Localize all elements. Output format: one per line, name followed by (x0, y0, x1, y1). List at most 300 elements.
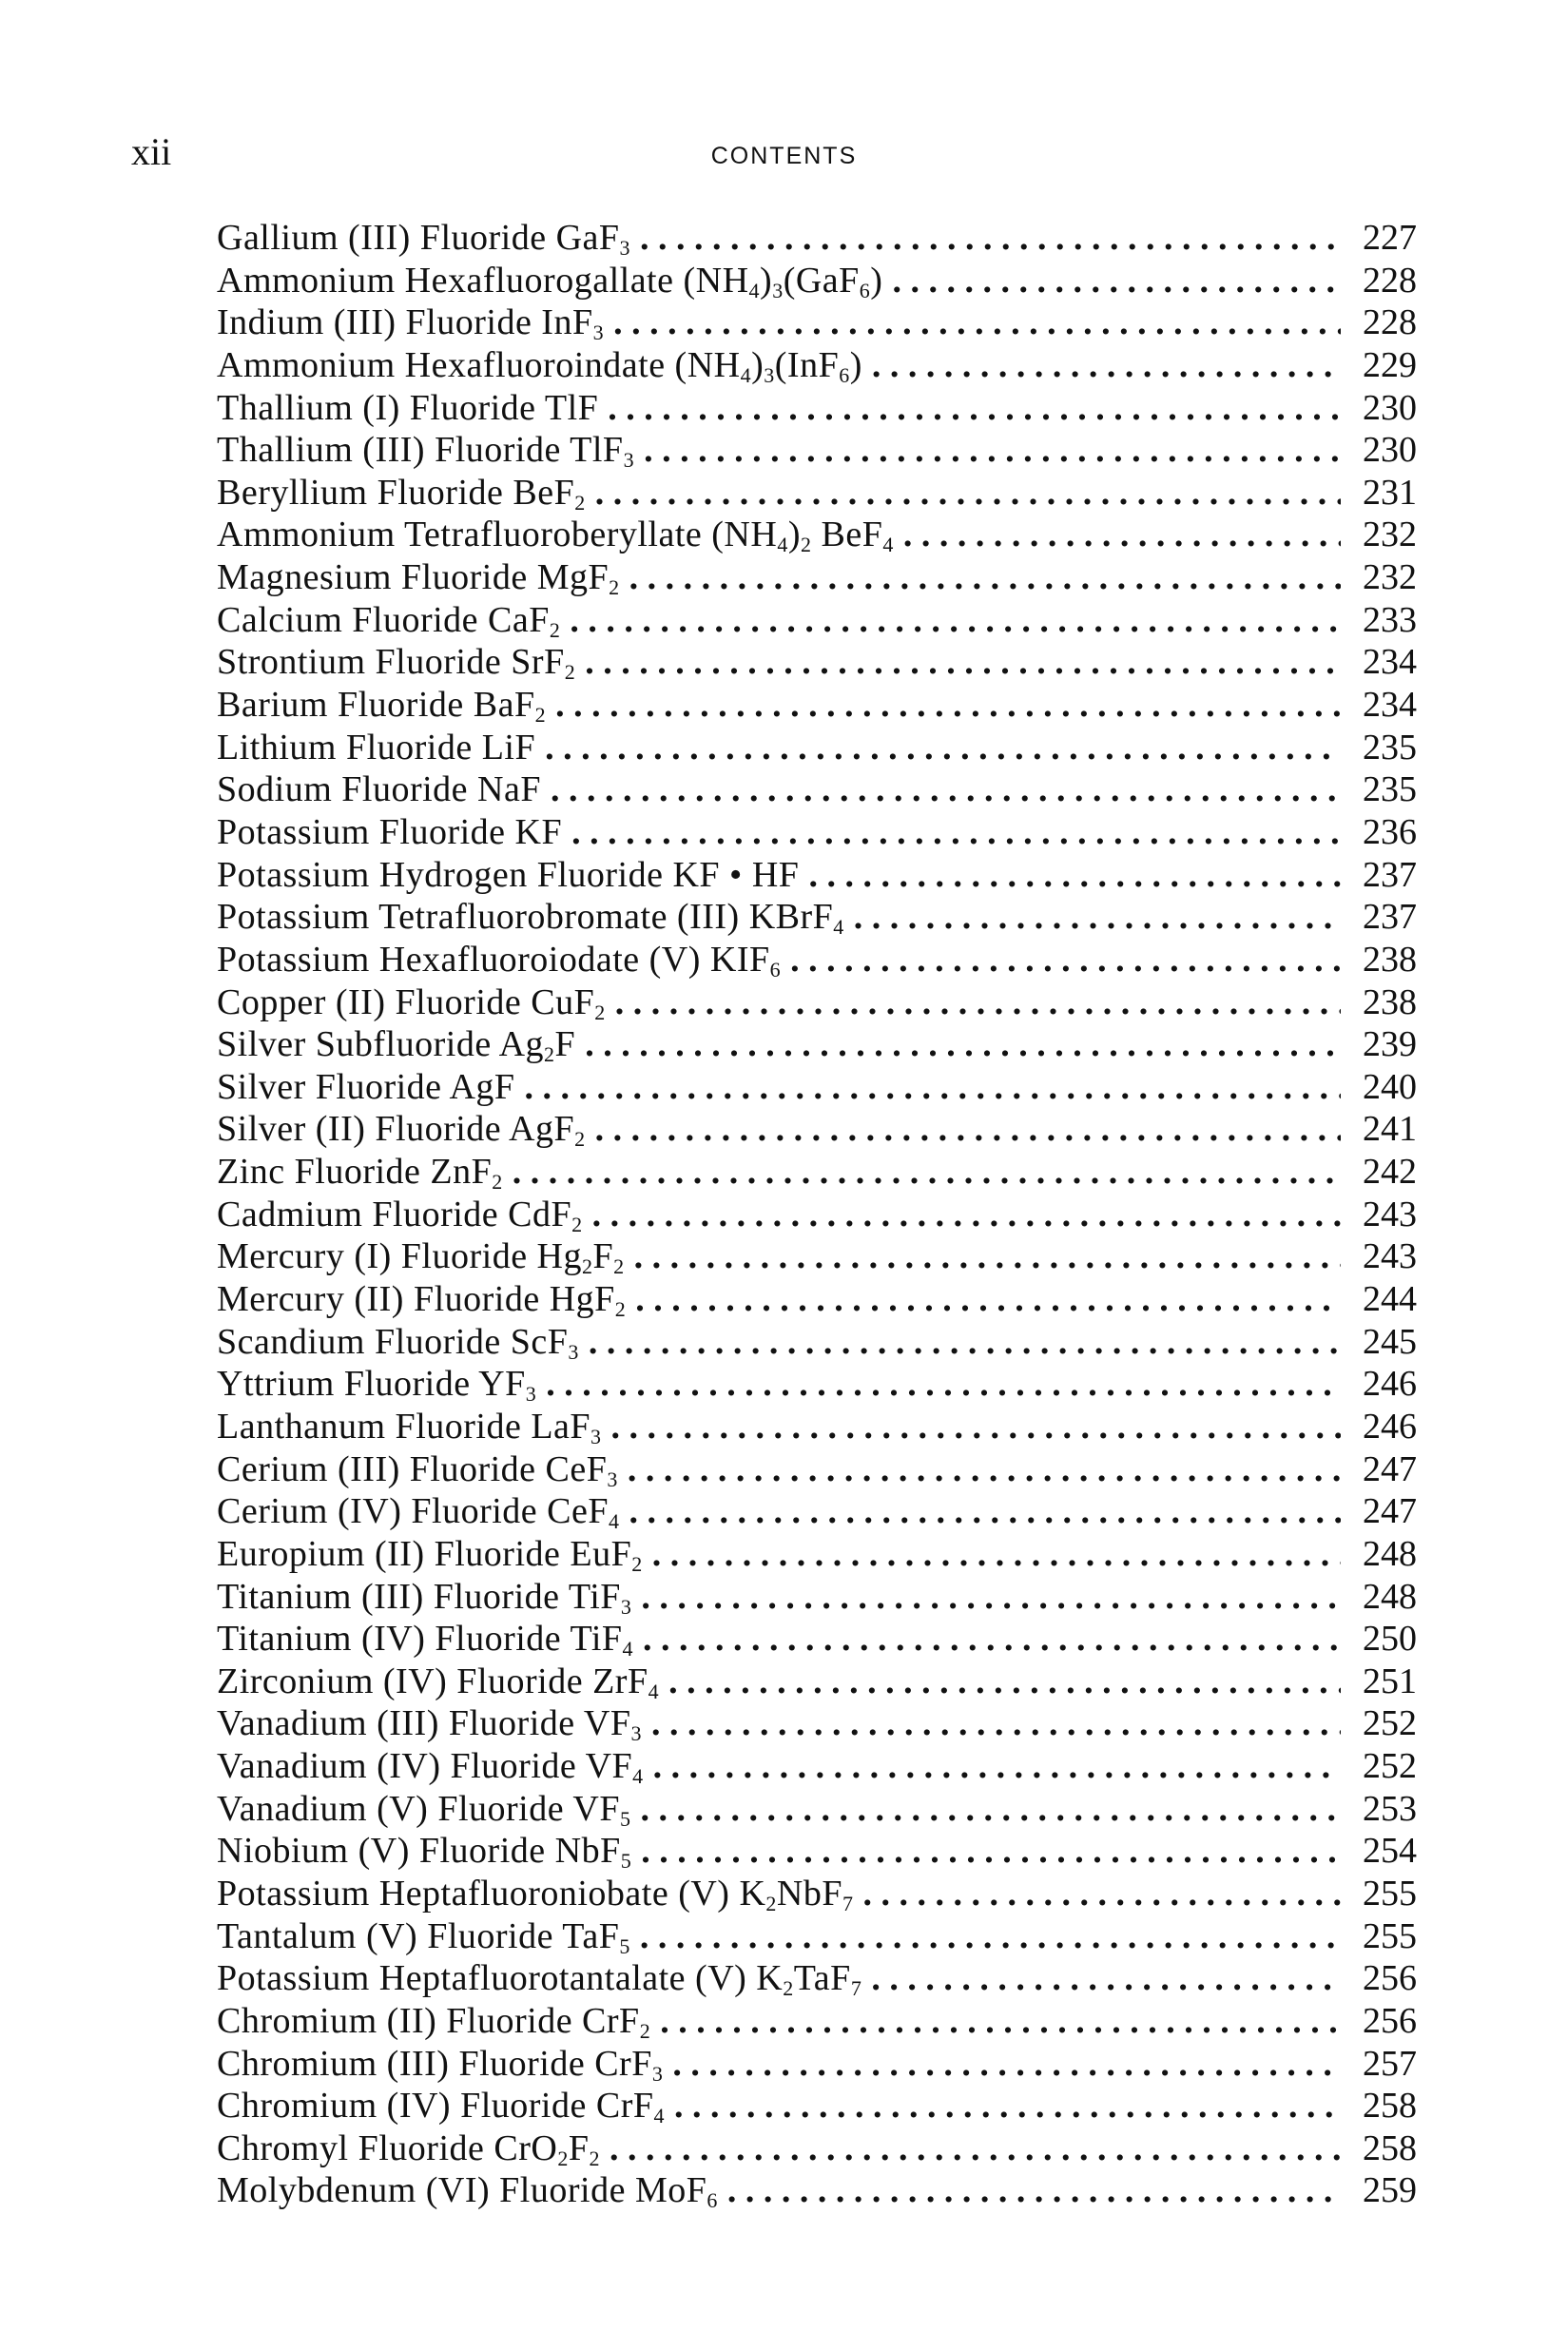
toc-title-text: Ammonium Tetrafluoroberyllate (NH (217, 515, 778, 555)
toc-entry-title (217, 684, 546, 727)
toc-title-text: ) (870, 260, 883, 301)
toc-entry (217, 1235, 1417, 1278)
toc-subscript: 2 (549, 617, 561, 642)
dot-leader (640, 217, 1341, 260)
toc-entry-page: 241 (1363, 1109, 1417, 1150)
toc-title-text: Potassium Hexafluoroiodate (V) KIF (217, 939, 770, 980)
table-of-contents (217, 217, 1417, 2212)
toc-entry (217, 429, 1417, 472)
toc-subscript: 2 (589, 2146, 600, 2170)
toc-title-text: F (554, 1024, 576, 1065)
toc-entry-title (217, 2000, 650, 2043)
toc-entry-title (217, 2085, 665, 2128)
dot-leader (615, 981, 1341, 1024)
toc-entry (217, 217, 1417, 260)
dot-leader (629, 1490, 1341, 1533)
dot-leader (545, 727, 1341, 769)
toc-entry (217, 1745, 1417, 1788)
toc-title-text: Potassium Fluoride KF (217, 811, 563, 852)
dot-leader (727, 2169, 1341, 2212)
toc-subscript: 2 (783, 1976, 794, 2001)
toc-subscript: 6 (769, 957, 782, 981)
toc-subscript: 3 (651, 2061, 664, 2086)
toc-entry (217, 1788, 1417, 1831)
toc-subscript: 4 (609, 1509, 620, 1534)
toc-subscript: 4 (632, 1764, 644, 1789)
toc-subscript: 2 (564, 660, 576, 685)
toc-entry-page: 231 (1363, 472, 1417, 513)
toc-entry-title (217, 1618, 633, 1661)
toc-title-text: Ammonium Hexafluorogallate (NH (217, 260, 749, 301)
toc-entry (217, 727, 1417, 769)
toc-entry (217, 1194, 1417, 1236)
toc-title-text: Potassium Heptafluorotantalate (V) K (217, 1958, 784, 1999)
toc-entry-page: 238 (1363, 939, 1417, 980)
toc-entry-page: 230 (1363, 430, 1417, 471)
dot-leader (546, 1363, 1341, 1406)
toc-subscript: 2 (631, 1551, 643, 1576)
toc-title-text: Lanthanum Fluoride LaF (217, 1406, 591, 1447)
toc-subscript: 2 (582, 1254, 593, 1279)
toc-entry-page: 254 (1363, 1831, 1417, 1872)
toc-entry (217, 260, 1417, 302)
toc-entry-page: 255 (1363, 1873, 1417, 1914)
toc-entry (217, 2128, 1417, 2170)
toc-title-text: Potassium Heptafluoroniobate (V) K (217, 1873, 766, 1914)
toc-entry-page: 228 (1363, 260, 1417, 301)
toc-title-text: Titanium (III) Fluoride TiF (217, 1576, 621, 1617)
toc-entry-title (217, 1745, 644, 1788)
toc-subscript: 3 (620, 1594, 632, 1619)
dot-leader (611, 1406, 1341, 1448)
toc-entry (217, 1915, 1417, 1958)
toc-entry-page: 246 (1363, 1364, 1417, 1405)
toc-entry (217, 939, 1417, 981)
toc-entry-title (217, 387, 598, 430)
toc-title-text: Molybdenum (VI) Fluoride MoF (217, 2170, 707, 2211)
toc-entry-page: 242 (1363, 1152, 1417, 1193)
dot-leader (672, 2043, 1341, 2086)
toc-entry-page: 240 (1363, 1066, 1417, 1107)
toc-title-text: Chromium (III) Fluoride CrF (217, 2043, 652, 2084)
toc-entry-title (217, 1702, 642, 1745)
toc-entry (217, 1023, 1417, 1066)
toc-entry-page: 236 (1363, 811, 1417, 852)
toc-subscript: 2 (557, 2146, 569, 2170)
toc-title-text: F (568, 2128, 590, 2168)
toc-entry-page: 238 (1363, 981, 1417, 1022)
toc-title-text: Yttrium Fluoride YF (217, 1364, 526, 1405)
toc-entry (217, 387, 1417, 430)
toc-entry (217, 768, 1417, 811)
toc-title-text: Potassium Hydrogen Fluoride KF • HF (217, 854, 800, 895)
toc-entry (217, 472, 1417, 515)
toc-entry-title (217, 1957, 861, 2000)
toc-entry-page: 256 (1363, 2000, 1417, 2041)
toc-entry (217, 1873, 1417, 1915)
dot-leader (643, 1618, 1341, 1661)
toc-subscript: 6 (707, 2188, 718, 2213)
toc-entry (217, 1151, 1417, 1194)
toc-subscript: 5 (620, 1849, 632, 1874)
toc-entry-page: 246 (1363, 1406, 1417, 1447)
toc-entry-title (217, 2043, 663, 2086)
toc-entry-title (217, 301, 604, 344)
toc-title-text: Cerium (III) Fluoride CeF (217, 1448, 608, 1489)
toc-entry-title (217, 1533, 643, 1576)
running-head: CONTENTS (710, 143, 858, 169)
toc-subscript: 3 (764, 362, 775, 387)
toc-entry-page: 232 (1363, 515, 1417, 555)
toc-entry-title (217, 2128, 600, 2170)
toc-entry (217, 1830, 1417, 1873)
toc-title-text: Sodium Fluoride NaF (217, 769, 541, 810)
toc-subscript: 4 (882, 533, 894, 557)
toc-entry-title (217, 599, 560, 642)
toc-entry (217, 514, 1417, 556)
toc-entry (217, 896, 1417, 939)
toc-title-text: Mercury (II) Fluoride HgF (217, 1279, 615, 1320)
dot-leader (613, 301, 1341, 344)
toc-subscript: 2 (609, 575, 620, 600)
toc-subscript: 7 (842, 1891, 854, 1915)
toc-subscript: 2 (614, 1297, 627, 1322)
dot-leader (635, 1278, 1341, 1321)
dot-leader (608, 387, 1341, 430)
toc-title-text: Calcium Fluoride CaF (217, 599, 550, 640)
toc-entry-page: 252 (1363, 1746, 1417, 1787)
toc-entry (217, 811, 1417, 854)
toc-title-text: Cadmium Fluoride CdF (217, 1194, 572, 1234)
toc-entry-title (217, 1108, 586, 1151)
toc-entry-title (217, 1406, 602, 1448)
dot-leader (551, 768, 1341, 811)
toc-entry-title (217, 1661, 659, 1703)
toc-entry-title (217, 1023, 575, 1066)
toc-entry (217, 1278, 1417, 1321)
toc-entry-title (217, 556, 620, 599)
toc-title-text: TaF (793, 1958, 851, 1999)
toc-title-text: Chromyl Fluoride CrO (217, 2128, 558, 2168)
toc-entry-page: 251 (1363, 1661, 1417, 1701)
toc-entry (217, 641, 1417, 684)
toc-subscript: 2 (800, 533, 812, 557)
toc-entry-page: 252 (1363, 1703, 1417, 1744)
toc-subscript: 4 (740, 362, 752, 387)
toc-entry (217, 2043, 1417, 2086)
toc-subscript: 2 (571, 1212, 583, 1236)
toc-title-text: Indium (III) Fluoride InF (217, 302, 593, 343)
dot-leader (513, 1151, 1341, 1194)
dot-leader (571, 811, 1341, 854)
toc-title-text: Copper (II) Fluoride CuF (217, 981, 595, 1022)
toc-title-text: Gallium (III) Fluoride GaF (217, 218, 620, 258)
toc-entry (217, 1363, 1417, 1406)
toc-subscript: 3 (607, 1467, 618, 1491)
toc-subscript: 5 (620, 1806, 631, 1831)
toc-subscript: 4 (648, 1679, 660, 1703)
toc-entry-page: 259 (1363, 2170, 1417, 2211)
toc-entry-title (217, 1151, 503, 1194)
toc-entry-title (217, 641, 575, 684)
toc-entry-title (217, 811, 562, 854)
toc-subscript: 3 (568, 1339, 579, 1364)
toc-entry-page: 248 (1363, 1576, 1417, 1617)
toc-entry-title (217, 854, 799, 897)
toc-entry-page: 235 (1363, 769, 1417, 810)
toc-subscript: 4 (653, 2104, 665, 2128)
dot-leader (595, 472, 1341, 515)
toc-entry-title (217, 2169, 718, 2212)
toc-entry (217, 2085, 1417, 2128)
dot-leader (610, 2128, 1341, 2170)
toc-entry (217, 1406, 1417, 1448)
dot-leader (652, 1533, 1341, 1576)
dot-leader (628, 1448, 1341, 1491)
dot-leader (892, 260, 1341, 302)
toc-entry (217, 1576, 1417, 1619)
dot-leader (862, 1873, 1341, 1915)
toc-subscript: 3 (630, 1721, 643, 1746)
toc-entry-title (217, 260, 882, 302)
toc-subscript: 4 (777, 533, 788, 557)
toc-entry-page: 247 (1363, 1448, 1417, 1489)
toc-subscript: 4 (748, 278, 761, 302)
toc-subscript: 4 (622, 1637, 634, 1661)
toc-title-text: ) (751, 344, 765, 385)
toc-title-text: Silver (II) Fluoride AgF (217, 1109, 575, 1150)
toc-entry (217, 1066, 1417, 1109)
toc-entry-page: 257 (1363, 2043, 1417, 2084)
dot-leader (651, 1702, 1341, 1745)
toc-entry-page: 229 (1363, 344, 1417, 385)
dot-leader (585, 641, 1341, 684)
dot-leader (629, 556, 1341, 599)
dot-leader (854, 896, 1341, 939)
toc-entry-page: 233 (1363, 599, 1417, 640)
dot-leader (589, 1321, 1341, 1364)
dot-leader (640, 1915, 1341, 1958)
toc-subscript: 5 (619, 1933, 630, 1958)
dot-leader (668, 1661, 1341, 1703)
dot-leader (555, 684, 1341, 727)
toc-title-text: Europium (II) Fluoride EuF (217, 1533, 632, 1574)
toc-entry-title (217, 514, 894, 556)
toc-entry (217, 981, 1417, 1024)
toc-subscript: 2 (534, 703, 547, 728)
toc-entry-title (217, 1321, 579, 1364)
toc-entry-title (217, 1066, 515, 1109)
toc-entry-title (217, 1363, 536, 1406)
toc-title-text: Beryllium Fluoride BeF (217, 472, 575, 513)
toc-entry-title (217, 472, 586, 515)
dot-leader (634, 1235, 1341, 1278)
toc-title-text: Vanadium (IV) Fluoride VF (217, 1746, 633, 1787)
toc-title-text: (InF (774, 344, 840, 385)
toc-entry-page: 253 (1363, 1788, 1417, 1829)
toc-subscript: 4 (833, 915, 844, 940)
toc-title-text: Vanadium (V) Fluoride VF (217, 1788, 620, 1829)
dot-leader (674, 2085, 1341, 2128)
toc-title-text: Lithium Fluoride LiF (217, 727, 536, 767)
toc-entry-page: 243 (1363, 1194, 1417, 1234)
toc-subscript: 3 (525, 1382, 537, 1407)
toc-entry (217, 1533, 1417, 1576)
toc-entry-page: 230 (1363, 387, 1417, 428)
toc-title-text: Chromium (IV) Fluoride CrF (217, 2086, 654, 2127)
toc-title-text: Titanium (IV) Fluoride TiF (217, 1619, 623, 1660)
toc-entry-page: 237 (1363, 854, 1417, 895)
toc-entry-page: 239 (1363, 1024, 1417, 1065)
toc-entry (217, 684, 1417, 727)
toc-title-text: Silver Subfluoride Ag (217, 1024, 545, 1065)
toc-entry-page: 235 (1363, 727, 1417, 767)
dot-leader (808, 854, 1341, 897)
dot-leader (653, 1745, 1341, 1788)
toc-entry-page: 227 (1363, 218, 1417, 258)
toc-entry (217, 1702, 1417, 1745)
toc-entry-title (217, 1448, 618, 1491)
dot-leader (641, 1788, 1342, 1831)
toc-subscript: 3 (590, 1424, 602, 1448)
toc-entry-title (217, 1278, 626, 1321)
toc-title-text: Potassium Tetrafluorobromate (III) KBrF (217, 897, 834, 938)
toc-subscript: 7 (850, 1976, 862, 2001)
toc-entry-title (217, 768, 541, 811)
dot-leader (872, 344, 1341, 387)
toc-entry-page: 244 (1363, 1279, 1417, 1320)
toc-entry-page: 234 (1363, 685, 1417, 726)
dot-leader (660, 2000, 1341, 2043)
toc-entry-page: 258 (1363, 2086, 1417, 2127)
toc-entry-page: 255 (1363, 1915, 1417, 1956)
toc-subscript: 2 (574, 490, 586, 515)
toc-entry (217, 599, 1417, 642)
toc-title-text: Tantalum (V) Fluoride TaF (217, 1915, 620, 1956)
toc-entry (217, 1957, 1417, 2000)
toc-entry-title (217, 1873, 853, 1915)
toc-entry-title (217, 217, 630, 260)
toc-entry (217, 1661, 1417, 1703)
toc-entry-page: 248 (1363, 1533, 1417, 1574)
toc-title-text: F (592, 1236, 614, 1277)
dot-leader (790, 939, 1341, 981)
toc-title-text: NbF (776, 1873, 842, 1914)
toc-title-text: Chromium (II) Fluoride CrF (217, 2000, 640, 2041)
toc-entry-title (217, 1194, 583, 1236)
dot-leader (641, 1576, 1341, 1619)
toc-entry-title (217, 939, 781, 981)
toc-title-text: Zinc Fluoride ZnF (217, 1152, 493, 1193)
toc-entry-page: 228 (1363, 302, 1417, 343)
toc-title-text: ) (787, 515, 801, 555)
toc-subscript: 2 (544, 1042, 555, 1067)
dot-leader (585, 1023, 1341, 1066)
toc-subscript: 3 (623, 448, 635, 473)
toc-title-text: Thallium (I) Fluoride TlF (217, 387, 599, 428)
dot-leader (641, 1830, 1341, 1873)
toc-entry-page: 234 (1363, 642, 1417, 683)
toc-subscript: 2 (594, 1000, 606, 1024)
toc-subscript: 6 (839, 362, 850, 387)
dot-leader (592, 1194, 1341, 1236)
toc-entry-title (217, 1235, 625, 1278)
toc-entry-page: 250 (1363, 1619, 1417, 1660)
toc-entry-page: 245 (1363, 1321, 1417, 1362)
toc-title-text: ) (760, 260, 773, 301)
toc-entry (217, 2169, 1417, 2212)
dot-leader (871, 1957, 1341, 2000)
toc-subscript: 3 (772, 278, 784, 302)
toc-subscript: 3 (592, 321, 605, 345)
toc-entry-title (217, 1915, 630, 1958)
toc-entry-title (217, 727, 535, 769)
toc-subscript: 2 (574, 1127, 586, 1152)
toc-title-text: BeF (811, 515, 883, 555)
toc-entry (217, 301, 1417, 344)
toc-title-text: Ammonium Hexafluoroindate (NH (217, 344, 741, 385)
toc-entry (217, 1490, 1417, 1533)
toc-subscript: 3 (619, 236, 631, 260)
toc-entry-page: 258 (1363, 2128, 1417, 2168)
dot-leader (903, 514, 1341, 556)
toc-entry-title (217, 429, 634, 472)
toc-entry-title (217, 1830, 631, 1873)
toc-title-text: ) (849, 344, 862, 385)
toc-title-text: Niobium (V) Fluoride NbF (217, 1831, 621, 1872)
toc-entry-title (217, 1490, 620, 1533)
toc-title-text: Vanadium (III) Fluoride VF (217, 1703, 631, 1744)
toc-entry-title (217, 1788, 631, 1831)
dot-leader (570, 599, 1341, 642)
toc-entry-page: 247 (1363, 1491, 1417, 1532)
toc-entry-title (217, 1576, 631, 1619)
toc-entry-page: 256 (1363, 1958, 1417, 1999)
toc-subscript: 2 (613, 1254, 625, 1279)
toc-entry-title (217, 896, 844, 939)
toc-title-text: Cerium (IV) Fluoride CeF (217, 1491, 610, 1532)
toc-subscript: 2 (492, 1170, 503, 1195)
toc-entry-page: 237 (1363, 897, 1417, 938)
toc-entry-title (217, 344, 862, 387)
toc-title-text: Thallium (III) Fluoride TlF (217, 430, 624, 471)
toc-entry (217, 2000, 1417, 2043)
toc-entry (217, 556, 1417, 599)
toc-entry (217, 1448, 1417, 1491)
toc-title-text: Mercury (I) Fluoride Hg (217, 1236, 583, 1277)
toc-subscript: 6 (859, 278, 871, 302)
toc-entry (217, 1321, 1417, 1364)
toc-entry (217, 1108, 1417, 1151)
page-number: xii (131, 130, 172, 173)
toc-title-text: Magnesium Fluoride MgF (217, 557, 610, 598)
toc-subscript: 2 (639, 2018, 651, 2043)
toc-subscript: 2 (765, 1891, 777, 1915)
toc-entry-title (217, 981, 606, 1024)
toc-entry (217, 344, 1417, 387)
toc-title-text: Strontium Fluoride SrF (217, 642, 565, 683)
toc-entry (217, 1618, 1417, 1661)
toc-title-text: Scandium Fluoride ScF (217, 1321, 569, 1362)
toc-entry-page: 232 (1363, 557, 1417, 598)
toc-title-text: (GaF (783, 260, 860, 301)
toc-entry (217, 854, 1417, 897)
toc-title-text: Barium Fluoride BaF (217, 685, 535, 726)
dot-leader (525, 1066, 1341, 1109)
toc-title-text: Zirconium (IV) Fluoride ZrF (217, 1661, 648, 1701)
dot-leader (595, 1108, 1341, 1151)
toc-entry-page: 243 (1363, 1236, 1417, 1277)
